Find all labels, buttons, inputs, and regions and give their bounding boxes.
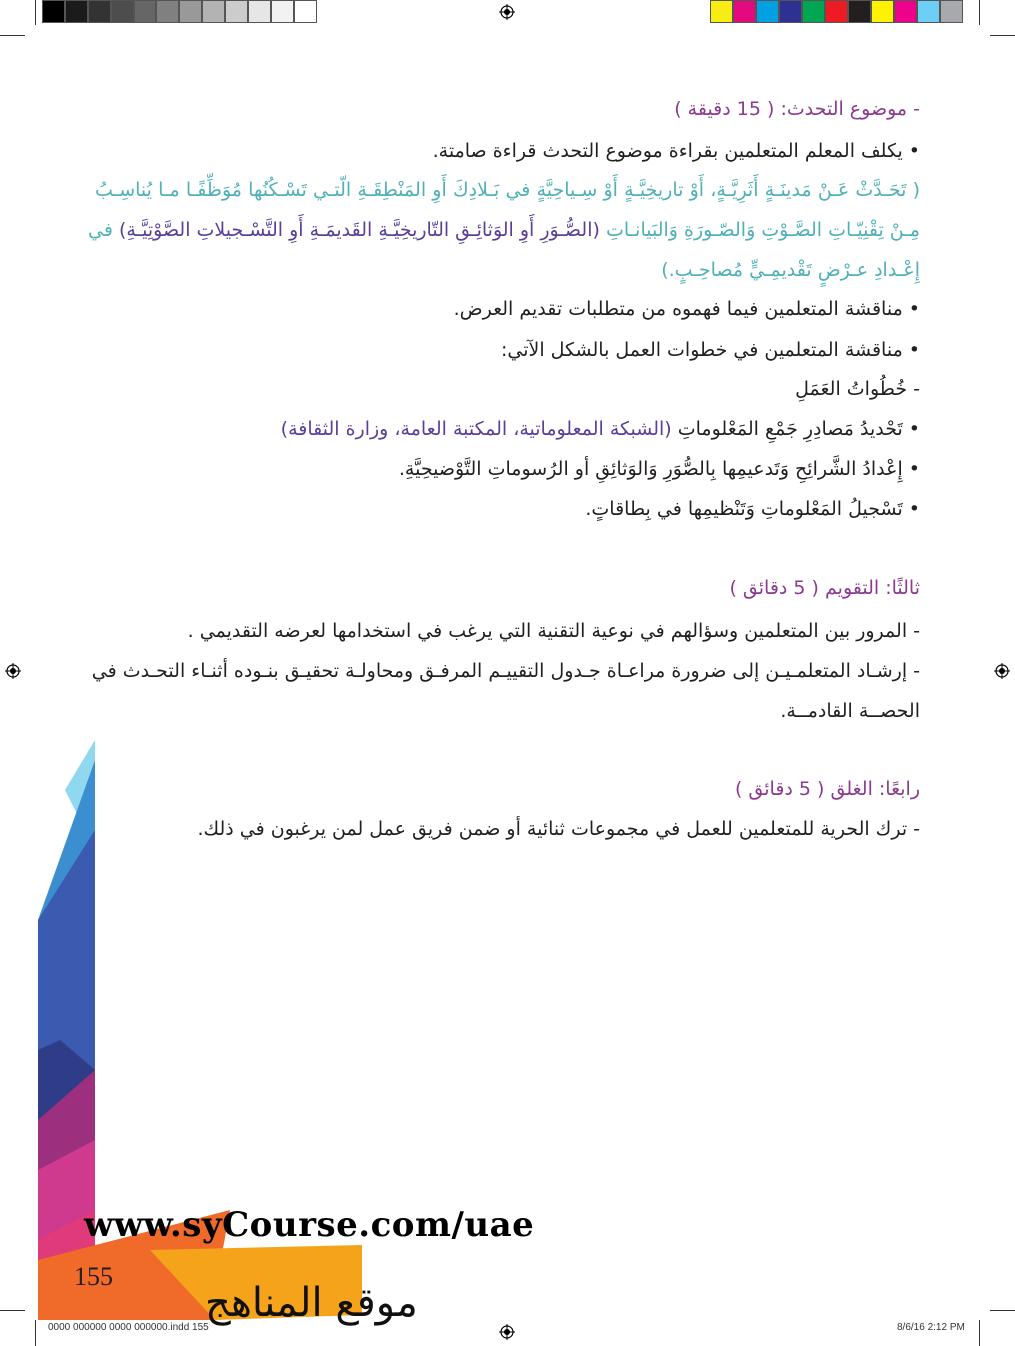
gray-swatch bbox=[225, 0, 248, 23]
gray-swatch bbox=[134, 0, 157, 23]
color-swatch bbox=[894, 0, 917, 23]
color-swatch bbox=[871, 0, 894, 23]
instruction-bullet: • مناقشة المتعلمين في خطوات العمل بالشكل الآتي: bbox=[500, 339, 920, 361]
speaking-task-line: إِعْـدادِ عـرْضٍ تَقْديمِـيٍّ مُصاحِـبٍ.) bbox=[661, 259, 920, 281]
gray-swatch bbox=[248, 0, 271, 23]
registration-mark-icon bbox=[5, 663, 21, 679]
color-swatch bbox=[848, 0, 871, 23]
task-text: في bbox=[87, 219, 113, 241]
crop-mark bbox=[0, 35, 25, 36]
gray-swatch bbox=[294, 0, 317, 23]
registration-mark-icon bbox=[499, 4, 515, 20]
gray-swatch bbox=[202, 0, 225, 23]
page-number: 155 bbox=[74, 1262, 113, 1291]
crop-mark bbox=[979, 1320, 980, 1346]
instruction-bullet: • يكلف المعلم المتعلمين بقراءة موضوع التحدث قراءة صامتة. bbox=[432, 140, 920, 162]
gray-swatch bbox=[271, 0, 294, 23]
topic-heading: - موضوع التحدث: ( 15 دقيقة ) bbox=[674, 98, 920, 120]
color-swatch bbox=[940, 0, 963, 23]
step-sources: (الشبكة المعلوماتية، المكتبة العامة، وزارة الثقافة) bbox=[280, 418, 672, 440]
task-examples: (الصُّـوَرِ أَوِ الوَثائِـقِ التّاريخِيَّـةِ القَديمَـةِ أَوِ التَّسْـجيلاتِ الصَّوْتِيَّـةِ) bbox=[118, 219, 600, 241]
color-swatch bbox=[710, 0, 733, 23]
gray-swatch bbox=[65, 0, 88, 23]
step-item: • إِعْدادُ الشَّرائِحِ وَتَدعيمِها بِالصُّوَرِ وَالوَثائِقِ أو الرُسوماتِ التَّوْضيحِيَّةِ. bbox=[398, 458, 920, 480]
grayscale-calibration-bar bbox=[42, 0, 317, 25]
slug-date: 8/6/16 2:12 PM bbox=[897, 1322, 965, 1333]
speaking-task-line: ( تَحَـدَّثْ عَـنْ مَدينَـةٍ أَثَرِيَّـةٍ، أَوْ تاريخِيَّـةٍ أَوْ سِـياحِيَّةٍ في بَـلادِكَ أَوِ المَنْطِقَـةِ الّتـي تَسْـكُنُها مُوَظِّفًـا مـا يُناسِـبُ bbox=[95, 179, 920, 201]
gray-swatch bbox=[111, 0, 134, 23]
gray-swatch bbox=[156, 0, 179, 23]
color-swatch bbox=[779, 0, 802, 23]
step-item bbox=[281, 415, 920, 443]
color-swatch bbox=[802, 0, 825, 23]
crop-mark bbox=[979, 0, 980, 25]
closing-heading: رابعًا: الغلق ( 5 دقائق ) bbox=[734, 778, 920, 800]
crop-mark bbox=[35, 1320, 36, 1346]
step-item: • تَسْجيلُ المَعْلوماتِ وَتَنْظيمِها في بِطاقاتٍ. bbox=[585, 498, 920, 520]
slug-file-info: 0000 000000 0000 000000.indd 155 bbox=[48, 1322, 209, 1333]
color-swatch bbox=[733, 0, 756, 23]
speaking-task-line bbox=[87, 216, 920, 244]
website-url: www.syCourse.com/uae bbox=[84, 1205, 535, 1245]
registration-mark-icon bbox=[994, 663, 1010, 679]
evaluation-item: - إرشـاد المتعلمـيـن إلى ضرورة مراعـاة جـدول التقييـم المرفـق ومحاولـة تحقيـق بنـوده أثنـاء التحـدث في bbox=[91, 660, 920, 682]
crop-mark bbox=[35, 0, 36, 25]
color-swatch bbox=[756, 0, 779, 23]
evaluation-item: - المرور بين المتعلمين وسؤالهم في نوعية التقنية التي يرغب في استخدامها لعرضه التقديمي . bbox=[187, 620, 920, 642]
task-text: مِـنْ تِقْنِيّـاتِ الصَّـوْتِ وَالصّـورَةِ وَالبَيانـاتِ bbox=[605, 219, 920, 241]
step-text: • تَحْديدُ مَصادِرِ جَمْعِ المَعْلوماتِ bbox=[677, 418, 920, 440]
gray-swatch bbox=[42, 0, 65, 23]
crop-mark bbox=[990, 35, 1015, 36]
color-calibration-bar bbox=[710, 0, 963, 25]
crop-mark bbox=[990, 1310, 1015, 1311]
gray-swatch bbox=[88, 0, 111, 23]
gray-swatch bbox=[179, 0, 202, 23]
color-swatch bbox=[917, 0, 940, 23]
instruction-bullet: • مناقشة المتعلمين فيما فهموه من متطلبات تقديم العرض. bbox=[453, 298, 920, 320]
evaluation-heading: ثالثًا: التقويم ( 5 دقائق ) bbox=[729, 577, 920, 599]
closing-item: - ترك الحرية للمتعلمين للعمل في مجموعات ثنائية أو ضمن فريق عمل لمن يرغبون في ذلك. bbox=[197, 818, 920, 840]
color-swatch bbox=[825, 0, 848, 23]
site-name-arabic: موقع المناهج bbox=[205, 1280, 418, 1326]
evaluation-item: الحصــة القادمــة. bbox=[780, 700, 920, 722]
registration-mark-icon bbox=[499, 1324, 515, 1340]
steps-heading: - خُطُواتُ العَمَلِ bbox=[795, 378, 920, 400]
